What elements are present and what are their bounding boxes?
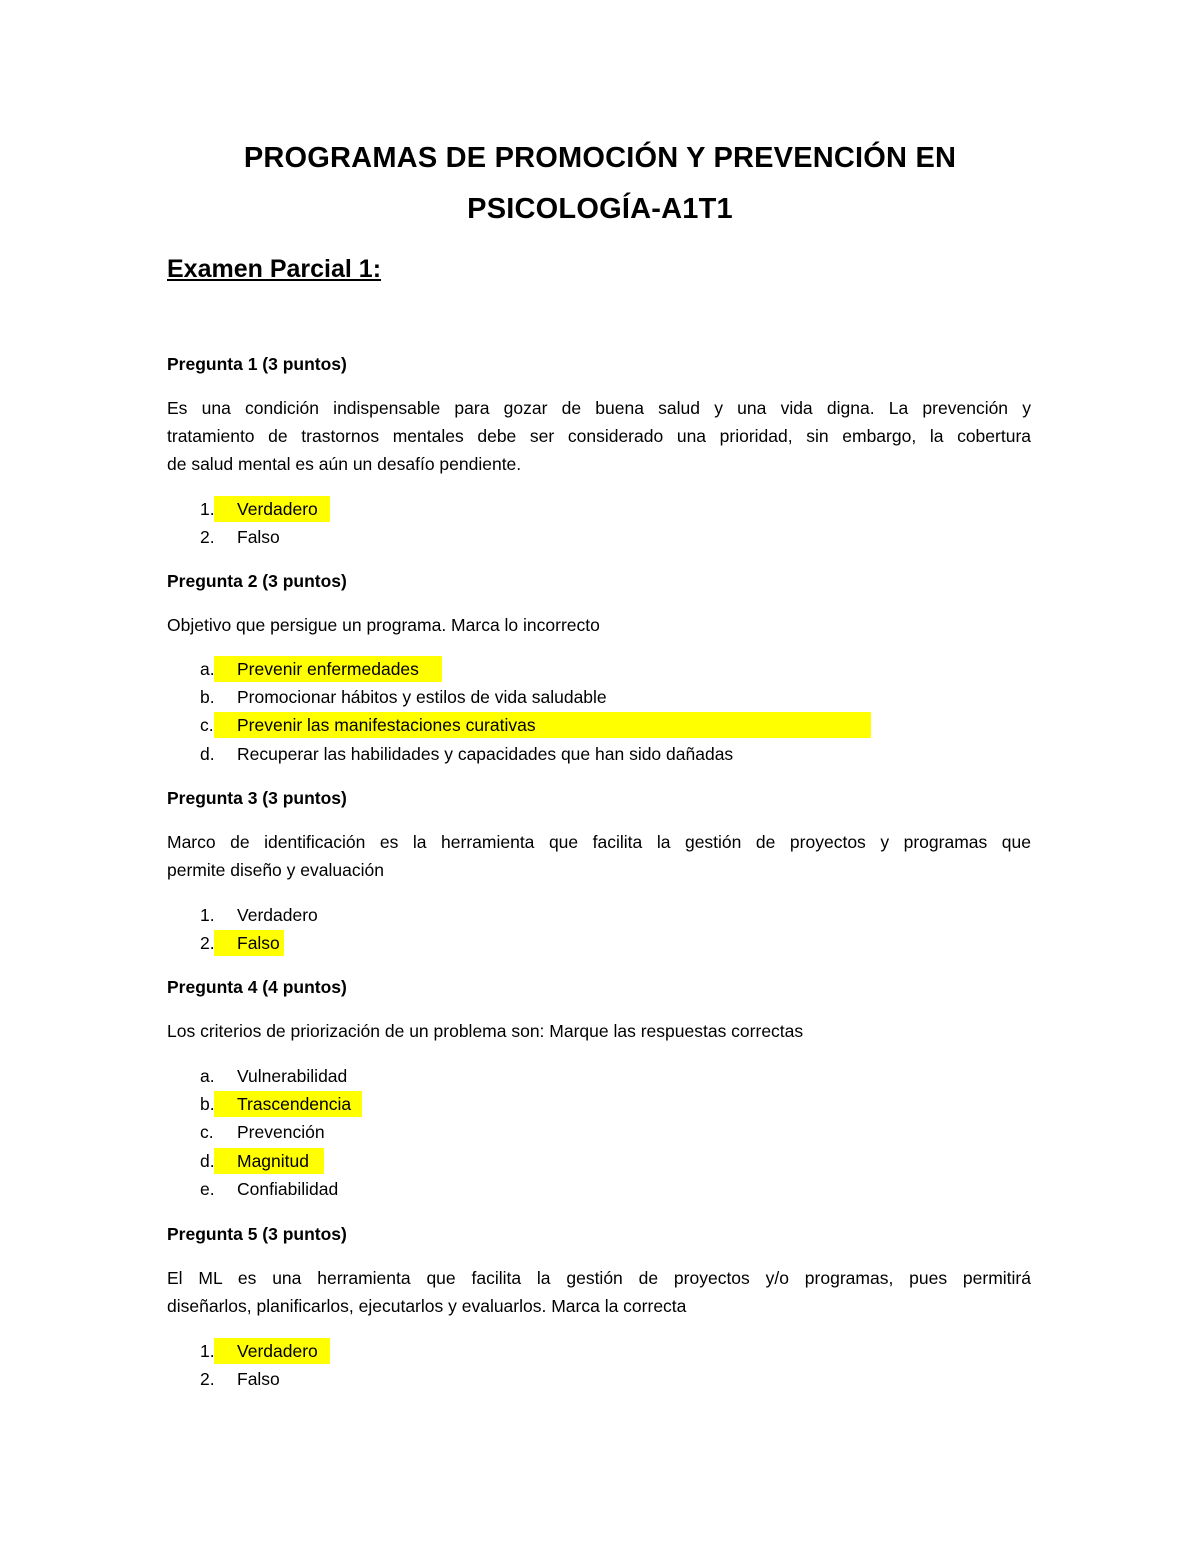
question-2-text: Objetivo que persigue un programa. Marca lo incorrecto [167,615,600,635]
question-2-heading: Pregunta 2 (3 puntos) [167,571,347,591]
option-marker: d. [200,1151,215,1171]
question-1-heading: Pregunta 1 (3 puntos) [167,354,347,374]
question-5-text-line-2: diseñarlos, planificarlos, ejecutarlos y evaluarlos. Marca la correcta [167,1296,687,1316]
document-title-line-2: PSICOLOGÍA-A1T1 [467,193,733,225]
exam-subtitle: Examen Parcial 1: [167,255,382,283]
option-label: Verdadero [237,1341,318,1361]
option-marker: a. [200,659,215,679]
question-1-text-line-2: tratamiento de trastornos mentales debe ser considerado una prioridad, sin embargo, la cobertura [167,426,1031,446]
question-3-text-line-2: permite diseño y evaluación [167,860,384,880]
option-marker: 2. [200,933,215,953]
option-label: Verdadero [237,905,318,925]
option-label: Verdadero [237,499,318,519]
option-label: Prevenir enfermedades [237,659,419,679]
option-label: Prevención [237,1122,325,1142]
option-label: Magnitud [237,1151,309,1171]
option-label: Trascendencia [237,1094,352,1114]
option-label: Confiabilidad [237,1179,339,1199]
question-4-text: Los criterios de priorización de un problema son: Marque las respuestas correctas [167,1021,804,1041]
option-marker: 1. [200,499,215,519]
option-label: Falso [237,527,280,547]
question-3-heading: Pregunta 3 (3 puntos) [167,788,347,808]
option-label: Promocionar hábitos y estilos de vida saludable [237,687,607,707]
option-marker: 1. [200,905,215,925]
option-label: Vulnerabilidad [237,1066,348,1086]
option-marker: 2. [200,527,215,547]
question-5-heading: Pregunta 5 (3 puntos) [167,1224,347,1244]
question-4-heading: Pregunta 4 (4 puntos) [167,977,347,997]
option-marker: b. [200,1094,215,1114]
question-1-text-line-3: de salud mental es aún un desafío pendiente. [167,454,522,474]
question-1-text-line-1: Es una condición indispensable para gozar de buena salud y una vida digna. La prevención y [167,398,1031,418]
option-marker: e. [200,1179,215,1199]
option-marker: c. [200,1122,214,1142]
document-title-line-1: PROGRAMAS DE PROMOCIÓN Y PREVENCIÓN EN [243,142,957,174]
option-label: Recuperar las habilidades y capacidades que han sido dañadas [237,744,734,764]
option-marker: a. [200,1066,215,1086]
option-label: Falso [237,933,280,953]
option-marker: d. [200,744,215,764]
option-marker: b. [200,687,215,707]
option-label: Prevenir las manifestaciones curativas [237,715,536,735]
option-label: Falso [237,1369,280,1389]
question-5-text-line-1: El ML es una herramienta que facilita la gestión de proyectos y/o programas, pues permitirá [167,1268,1031,1288]
option-marker: 2. [200,1369,215,1389]
option-marker: 1. [200,1341,215,1361]
option-marker: c. [200,715,214,735]
question-3-text-line-1: Marco de identificación es la herramienta que facilita la gestión de proyectos y programas que [167,832,1031,852]
